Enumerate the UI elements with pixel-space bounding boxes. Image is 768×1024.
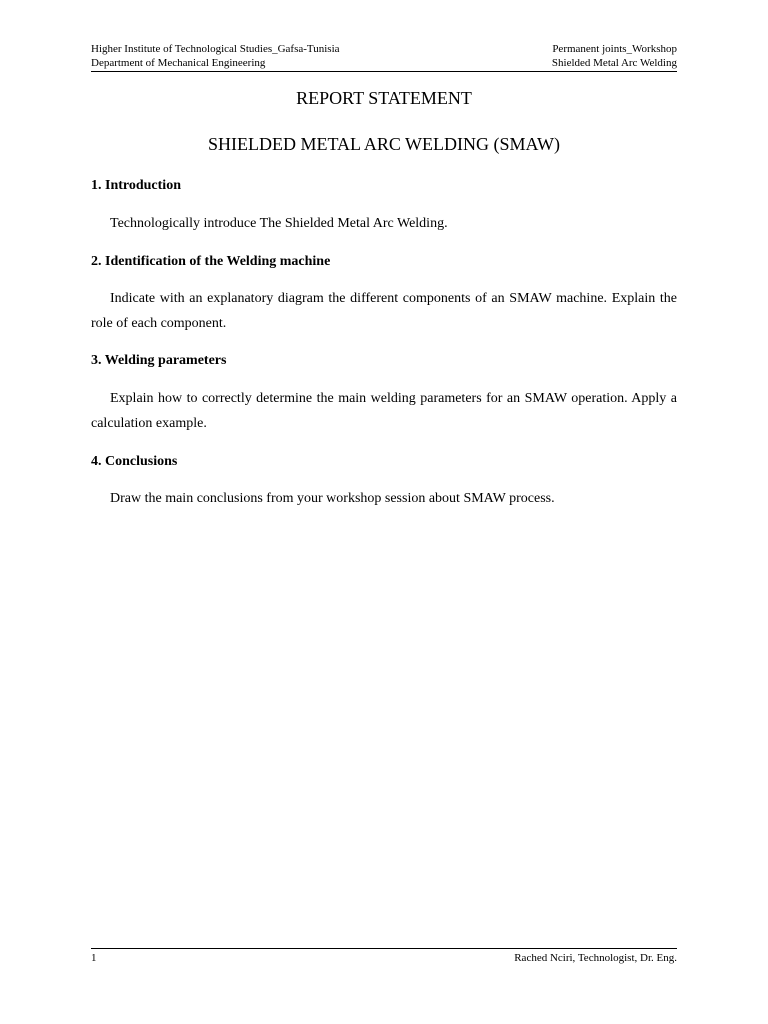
header-row-1 bbox=[91, 42, 677, 56]
document-subtitle: SHIELDED METAL ARC WELDING (SMAW) bbox=[207, 134, 561, 154]
header-course: Permanent joints_Workshop bbox=[552, 43, 677, 55]
page-number: 1 bbox=[91, 952, 97, 964]
page-footer bbox=[91, 951, 677, 965]
header-topic: Shielded Metal Arc Welding bbox=[551, 57, 677, 69]
header-department: Department of Mechanical Engineering bbox=[91, 57, 266, 69]
page-header bbox=[91, 42, 677, 70]
footer-author: Rached Nciri, Technologist, Dr. Eng. bbox=[514, 952, 677, 964]
document-title: REPORT STATEMENT bbox=[296, 88, 472, 108]
section-heading-conclusions: 4. Conclusions bbox=[91, 454, 178, 469]
header-institute: Higher Institute of Technological Studies_Gafsa-Tunisia bbox=[91, 43, 340, 55]
section-body-conclusions: Draw the main conclusions from your workshop session about SMAW process. bbox=[110, 491, 555, 506]
section-heading-machine: 2. Identification of the Welding machine bbox=[91, 254, 331, 269]
header-divider bbox=[91, 71, 677, 72]
section-heading-parameters: 3. Welding parameters bbox=[91, 353, 227, 368]
section-body-machine: Indicate with an explanatory diagram the different components of an SMAW machine. Explain the role of each component. bbox=[91, 291, 677, 331]
section-body-parameters: Explain how to correctly determine the main welding parameters for an SMAW operation. Apply a calculation example. bbox=[91, 391, 677, 431]
section-heading-introduction: 1. Introduction bbox=[91, 178, 181, 193]
section-body-introduction: Technologically introduce The Shielded Metal Arc Welding. bbox=[110, 216, 448, 231]
header-row-2 bbox=[91, 56, 677, 70]
footer-divider bbox=[91, 948, 677, 949]
